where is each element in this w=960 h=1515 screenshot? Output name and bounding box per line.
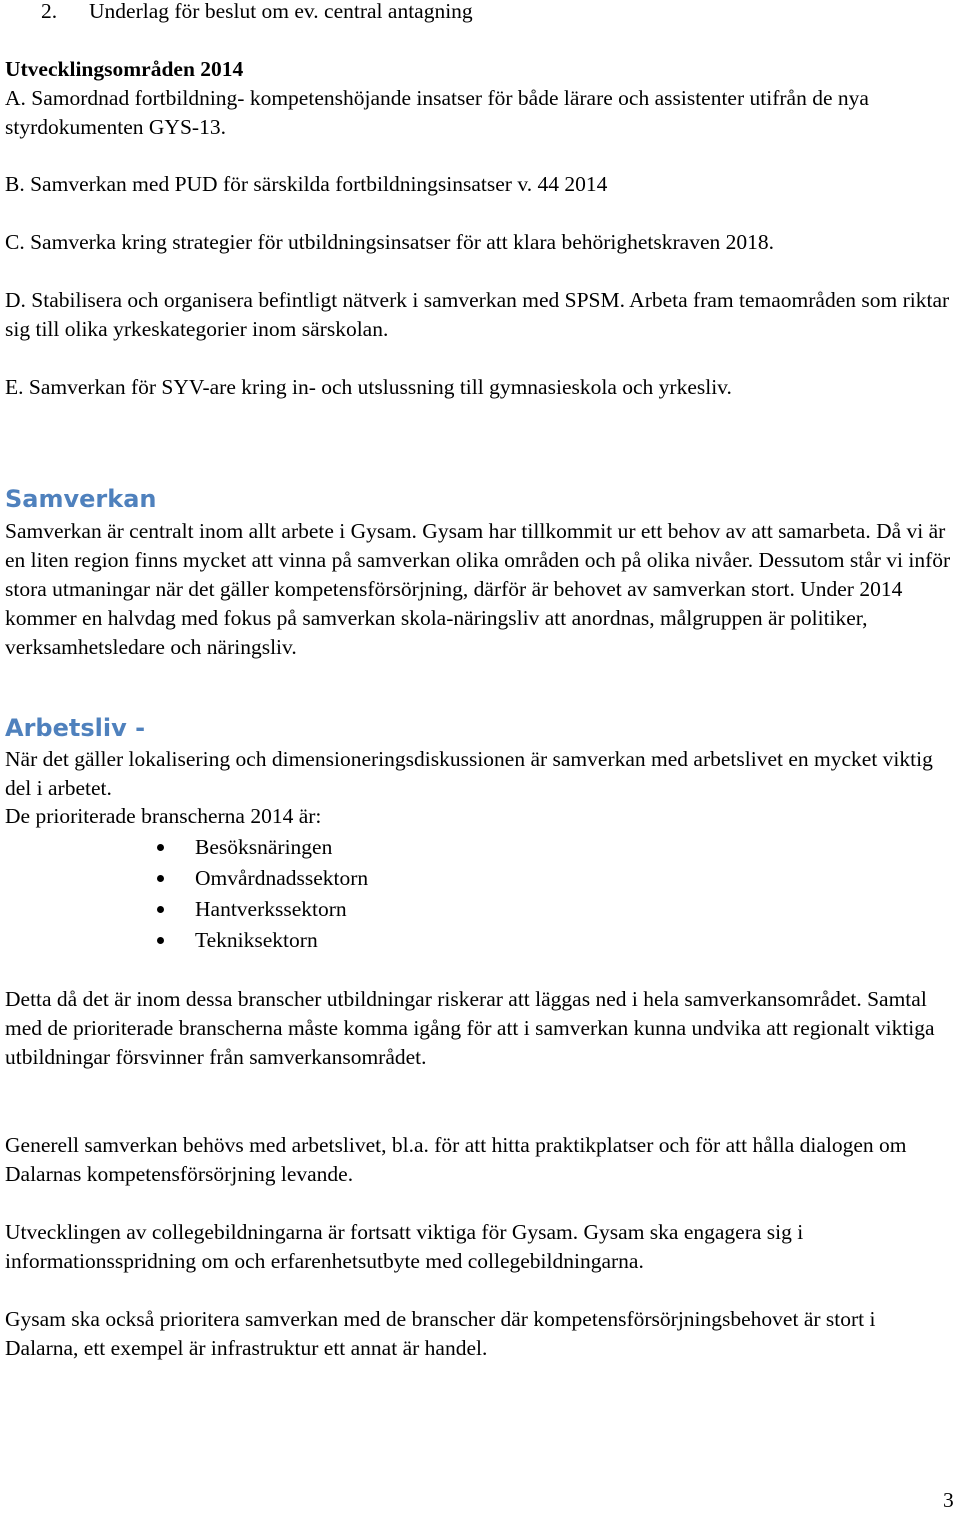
bullet-icon	[157, 844, 164, 851]
arbetsliv-intro: När det gäller lokalisering och dimensioneringsdiskussionen är samverkan med arbetslivet en mycket viktig del i arbetet.	[5, 747, 933, 800]
development-item-e: E. Samverkan för SYV-are kring in- och utslussning till gymnasieskola och yrkesliv.	[5, 375, 732, 399]
paragraph-infrastructure: Gysam ska också prioritera samverkan med de branscher där kompetensförsörjningsbehovet är stort i Dalarna, ett exempel är infrastruktur ett annat är handel.	[5, 1307, 876, 1360]
item-number: 2.	[41, 0, 58, 23]
branch-label: Tekniksektorn	[195, 928, 318, 952]
list-item	[157, 863, 368, 894]
paragraph-branches: Detta då det är inom dessa branscher utbildningar riskerar att läggas ned i hela samverkansområdet. Samtal med de prioriterade branscherna måste komma igång för att i samverkan kunna undvika att regionalt viktiga utbildningar försvinner från samverkansområdet.	[5, 987, 935, 1069]
branch-label: Besöksnäringen	[195, 835, 333, 859]
page-number: 3	[943, 1488, 954, 1512]
bullet-icon	[157, 937, 164, 944]
samverkan-heading: Samverkan	[5, 485, 157, 513]
branch-list-intro: De prioriterade branscherna 2014 är:	[5, 804, 322, 828]
arbetsliv-heading: Arbetsliv -	[5, 714, 146, 742]
development-item-c: C. Samverka kring strategier för utbildningsinsatser för att klara behörighetskraven 2018.	[5, 230, 775, 254]
development-heading: Utvecklingsområden 2014	[5, 57, 244, 81]
development-item-a: A. Samordnad fortbildning- kompetenshöjande insatser för både lärare och assistenter utifrån de nya styrdokumenten GYS-13.	[5, 86, 869, 139]
branch-label: Hantverkssektorn	[195, 897, 347, 921]
development-item-d: D. Stabilisera och organisera befintligt nätverk i samverkan med SPSM. Arbeta fram temaområden som riktar sig till olika yrkeskategorier inom särskolan.	[5, 288, 950, 341]
paragraph-college: Utvecklingen av collegebildningarna är fortsatt viktiga för Gysam. Gysam ska engagera sig i informationsspridning om och erfarenhetsutbyte med collegebildningarna.	[5, 1220, 804, 1273]
samverkan-body: Samverkan är centralt inom allt arbete i Gysam. Gysam har tillkommit ur ett behov av att samarbeta. Då vi är en liten region finns mycket att vinna på samverkan olika områden och på olika nivåer. Dessutom står vi inför stora utmaningar när det gäller kompetensförsörjning, därför är behovet av samverkan stort. Under 2014 kommer en halvdag med fokus på samverkan skola-näringsliv att anordnas, målgruppen är politiker, verksamhetsledare och näringsliv.	[5, 519, 951, 659]
branch-list	[157, 832, 368, 956]
bullet-icon	[157, 875, 164, 882]
list-item	[157, 925, 368, 956]
item-text: Underlag för beslut om ev. central antagning	[89, 0, 473, 23]
list-item	[157, 894, 368, 925]
list-item	[157, 832, 368, 863]
numbered-item	[41, 0, 473, 26]
paragraph-general: Generell samverkan behövs med arbetslivet, bl.a. för att hitta praktikplatser och för att hålla dialogen om Dalarnas kompetensförsörjning levande.	[5, 1133, 907, 1186]
branch-label: Omvårdnadssektorn	[195, 866, 369, 890]
development-item-b: B. Samverkan med PUD för särskilda fortbildningsinsatser v. 44 2014	[5, 172, 608, 196]
bullet-icon	[157, 906, 164, 913]
